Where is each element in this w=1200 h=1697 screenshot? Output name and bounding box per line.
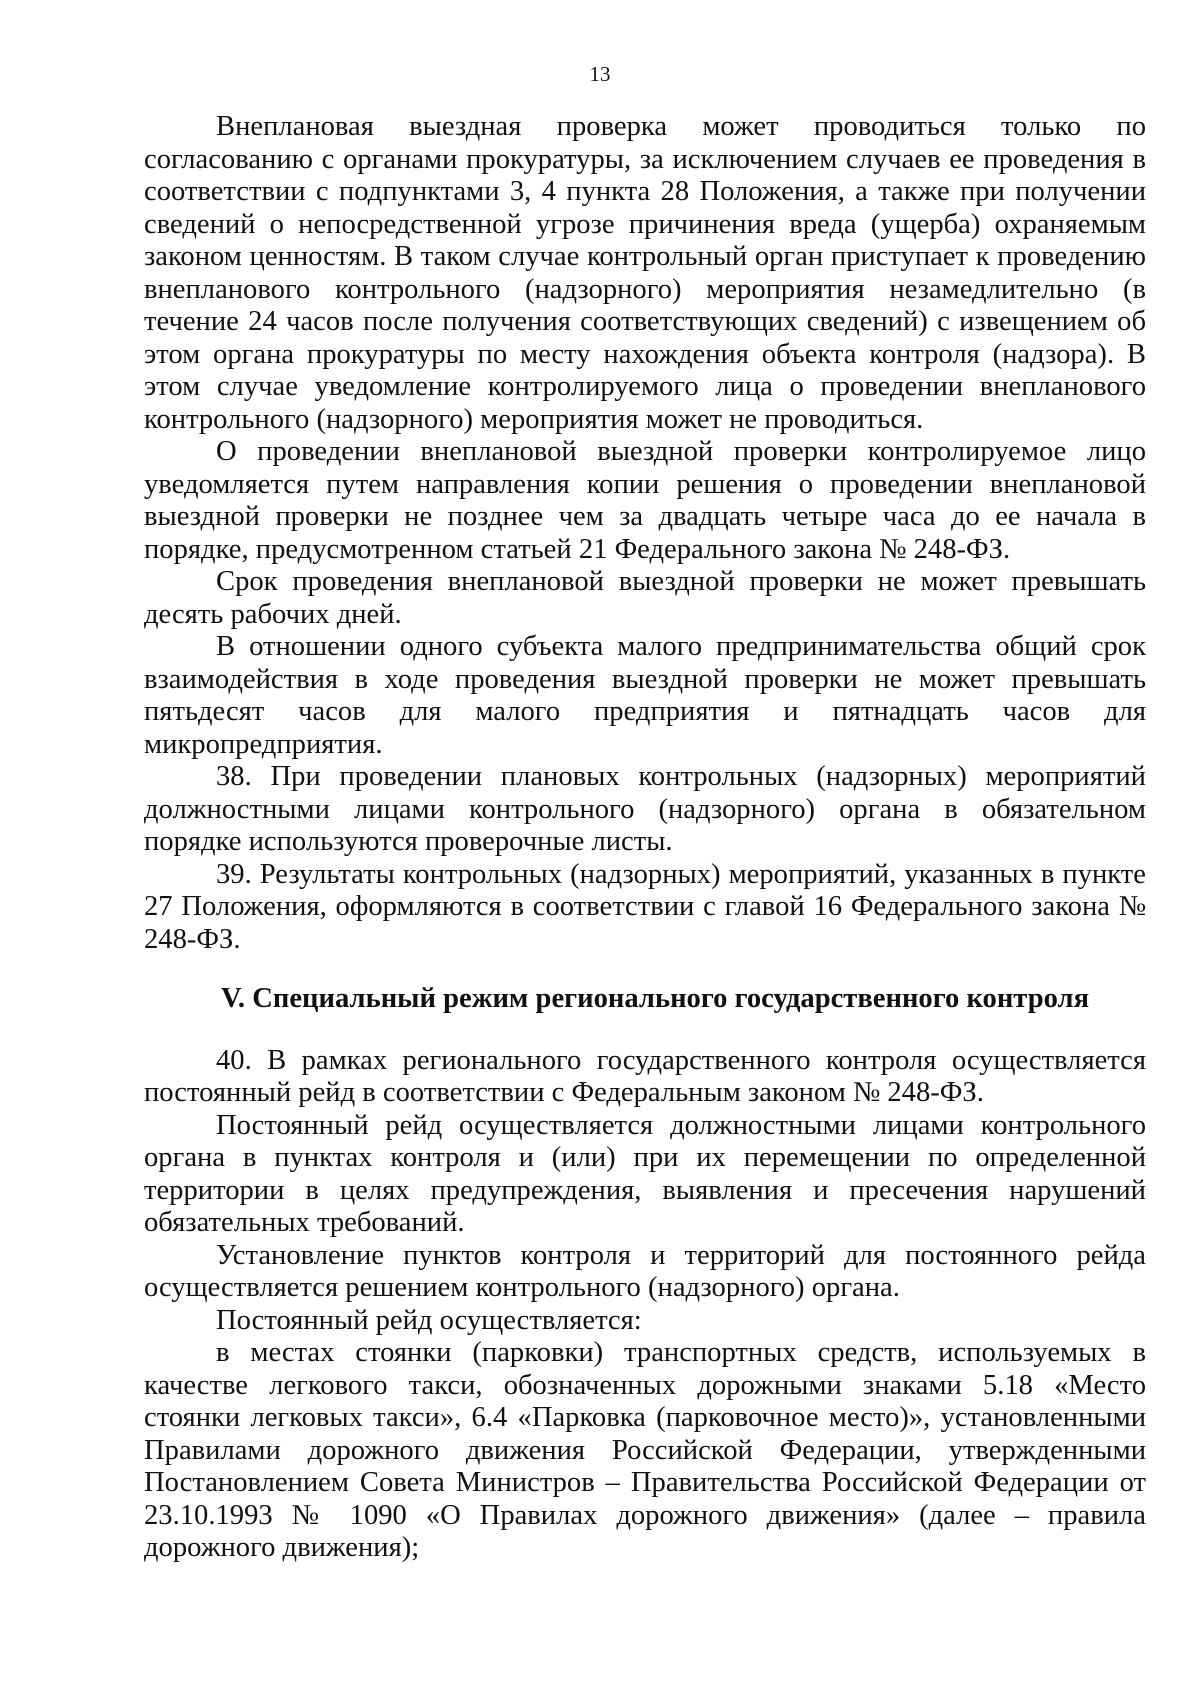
- paragraph-inspection-notification: О проведении внеплановой выездной проверки контролируемое лицо уведомляется путем направления копии решения о проведении внеплановой выездной проверки не позднее чем за двадцать четыре часа до ее начала в порядке, предусмотренном статьей 21 Федерального закона № 248-ФЗ.: [144, 436, 1146, 565]
- paragraph-control-points-decision: Установление пунктов контроля и территорий для постоянного рейда осуществляется решением контрольного (надзорного) органа.: [144, 1239, 1146, 1303]
- paragraph-unscheduled-inspection-approval: Внеплановая выездная проверка может проводиться только по согласованию с органами прокуратуры, за исключением случаев ее проведения в соответствии с подпунктами 3, 4 пункта 28 Положения, а также при получении сведений о непосредственной угрозе причинения вреда (ущерба) охраняемым законом ценностям. В таком случае контрольный орган приступает к проведению внепланового контрольного (надзорного) мероприятия незамедлительно (в течение 24 часов после получения соответствующих сведений) с извещением об этом органа прокуратуры по месту нахождения объекта контроля (надзора). В этом случае уведомление контролируемого лица о проведении внепланового контрольного (надзорного) мероприятия может не проводиться.: [144, 111, 1146, 435]
- paragraph-small-business-limit: В отношении одного субъекта малого предпринимательства общий срок взаимодействия в ходе проведения выездной проверки не может превышать пятьдесят часов для малого предприятия и пятнадцать часов для микропредприятия.: [144, 631, 1146, 760]
- document-body: [144, 111, 1146, 1565]
- paragraph-item-38: 38. При проведении плановых контрольных (надзорных) мероприятий должностными лицами контрольного (надзорного) органа в обязательном порядке используются проверочные листы.: [144, 761, 1146, 857]
- paragraph-inspection-duration: Срок проведения внеплановой выездной проверки не может превышать десять рабочих дней.: [144, 566, 1146, 630]
- paragraph-item-39: 39. Результаты контрольных (надзорных) мероприятий, указанных в пункте 27 Положения, оформляются в соответствии с главой 16 Федерального закона № 248-ФЗ.: [144, 858, 1146, 955]
- section-heading: V. Специальный режим регионального государственного контроля: [220, 983, 1090, 1014]
- paragraph-item-40: 40. В рамках регионального государственного контроля осуществляется постоянный рейд в соответствии с Федеральным законом № 248-ФЗ.: [144, 1044, 1146, 1108]
- paragraph-taxi-parking-locations: в местах стоянки (парковки) транспортных средств, используемых в качестве легкового такси, обозначенных дорожными знаками 5.18 «Место стоянки легковых такси», 6.4 «Парковка (парковочное место)», установленными Правилами дорожного движения Российской Федерации, утвержденными Постановлением Совета Министров – Правительства Российской Федерации от 23.10.1993 № 1090 «О Правилах дорожного движения» (далее – правила дорожного движения);: [144, 1337, 1146, 1563]
- paragraph-permanent-raid-officials: Постоянный рейд осуществляется должностными лицами контрольного органа в пунктах контроля и (или) при их перемещении по определенной территории в целях предупреждения, выявления и пресечения нарушений обязательных требований.: [144, 1109, 1146, 1238]
- page-number: 13: [589, 62, 611, 86]
- paragraph-raid-locations-intro: Постоянный рейд осуществляется:: [216, 1304, 642, 1336]
